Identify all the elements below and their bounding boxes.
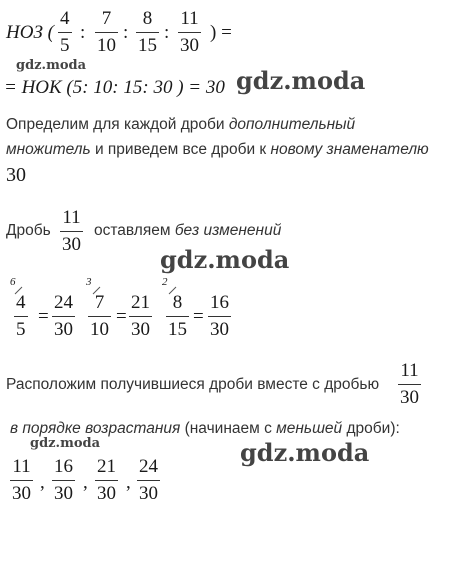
denominator: 30 [400, 387, 419, 408]
fraction-bar [52, 480, 75, 481]
denominator: 10 [97, 35, 116, 56]
denominator: 30 [62, 234, 81, 255]
fraction-bar [10, 480, 33, 481]
fraction-bar [398, 384, 421, 385]
numerator: 7 [101, 8, 112, 29]
numerator: 16 [54, 456, 73, 477]
para3-line2: в порядке возрастания (начинаем с меньшей дроби): [10, 420, 400, 437]
colon-separator: : [80, 22, 86, 43]
fraction-bar [58, 32, 72, 33]
colon-separator: : [164, 22, 170, 43]
para3-line1: Расположим получившиеся дроби вместе с дробью [6, 376, 380, 393]
fraction-to: 21 30 [131, 292, 150, 340]
watermark-small: gdz.moda [16, 58, 87, 73]
fraction-bar [136, 32, 159, 33]
numerator: 8 [142, 8, 153, 29]
nok-line: = НОК (5: 10: 15: 30 ) = 30 [4, 77, 225, 98]
comma-separator: , [40, 472, 45, 493]
comma-separator: , [126, 472, 131, 493]
watermark-small: gdz.moda [30, 436, 101, 451]
denominator: 30 [97, 483, 116, 504]
fraction-to: 16 30 [210, 292, 229, 340]
ordered-fraction-4 [137, 456, 160, 504]
denominator: 30 [54, 483, 73, 504]
ordered-fraction-1 [10, 456, 33, 504]
fraction-to: 24 30 [54, 292, 73, 340]
fraction-from: 8 15 [168, 292, 187, 340]
fraction-bar [95, 480, 118, 481]
para2-label: Дробь [6, 222, 51, 239]
fraction-bar [95, 32, 118, 33]
para1-line1: Определим для каждой дроби дополнительный [6, 116, 356, 133]
para2-text: оставляем без изменений [94, 222, 282, 239]
watermark-large: gdz.moda [160, 245, 290, 274]
fraction-11-30-kept [60, 207, 83, 255]
denominator: 5 [60, 35, 70, 56]
noz-prefix: НОЗ ( [6, 22, 54, 43]
denominator: 30 [12, 483, 31, 504]
ordered-fraction-2 [52, 456, 75, 504]
multiplier: 2 [162, 276, 168, 288]
numerator: 21 [97, 456, 116, 477]
multiplier: 3 [86, 276, 92, 288]
colon-separator: : [123, 22, 129, 43]
watermark-large: gdz.moda [236, 66, 366, 95]
numerator: 11 [62, 207, 81, 228]
comma-separator: , [83, 472, 88, 493]
watermark-large: gdz.moda [240, 438, 370, 467]
fraction-11-30-with [398, 360, 421, 408]
denominator: 30 [180, 35, 199, 56]
numerator: 11 [180, 8, 199, 29]
denominator: 30 [139, 483, 158, 504]
denominator-30: 30 [6, 164, 26, 186]
fraction-7-10 [95, 8, 118, 56]
fraction-bar [60, 231, 83, 232]
equals-sign: = [116, 306, 127, 327]
fraction-4-5 [58, 8, 72, 56]
fraction-from: 7 10 [90, 292, 109, 340]
numerator: 4 [60, 8, 70, 29]
denominator: 15 [138, 35, 157, 56]
fraction-8-15 [136, 8, 159, 56]
numerator: 24 [139, 456, 158, 477]
fraction-bar [137, 480, 160, 481]
equals-sign: = [38, 306, 49, 327]
fraction-11-30 [178, 8, 201, 56]
fraction-from: 4 5 [16, 292, 26, 340]
ordered-fraction-3 [95, 456, 118, 504]
numerator: 11 [12, 456, 31, 477]
multiplier: 6 [10, 276, 16, 288]
line1-suffix: ) = [210, 22, 232, 43]
numerator: 11 [400, 360, 419, 381]
equals-sign: = [193, 306, 204, 327]
para1-line2: множитель и приведем все дроби к новому знаменателю [6, 141, 429, 158]
fraction-bar [178, 32, 201, 33]
